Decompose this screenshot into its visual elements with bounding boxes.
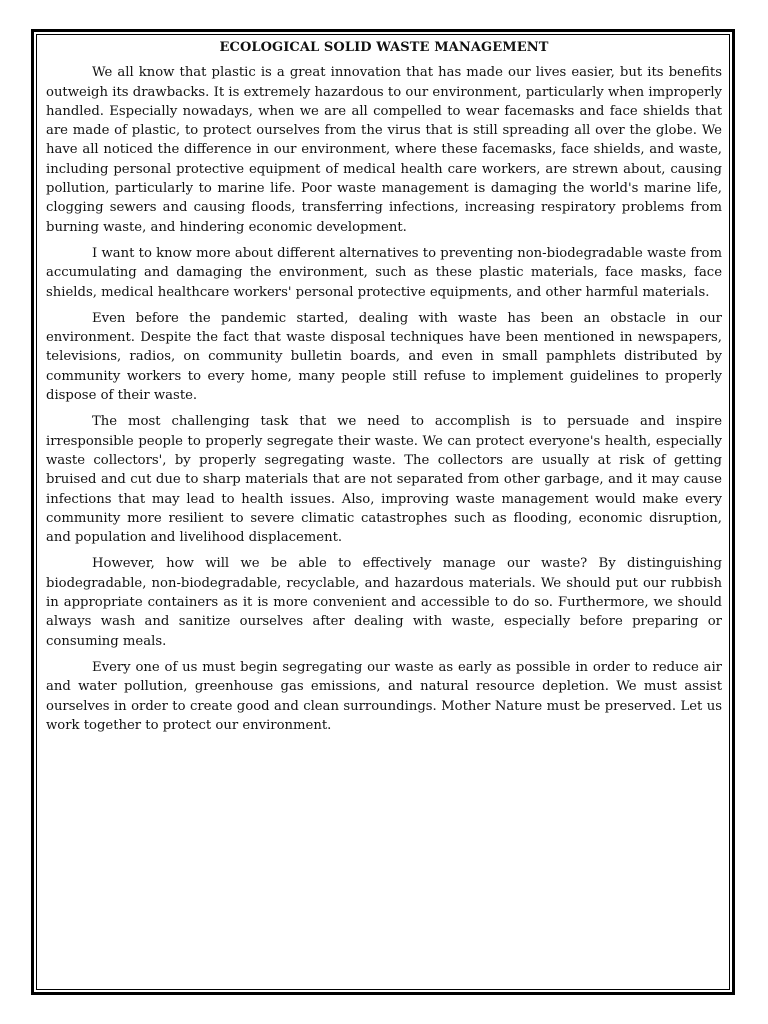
document-title: ECOLOGICAL SOLID WASTE MANAGEMENT: [219, 40, 549, 55]
paragraph-5: However, how will we be able to effectively manage our waste? By distinguishing biodegradable, non-biodegradable, recyclable, and hazardous materials. We should put our rubbish in appropriate containers as it is more convenient and accessible to do so. Furthermore, we should always wash and sanitize ourselves after dealing with waste, especially before preparing or consuming meals.: [46, 556, 722, 649]
document-body: [46, 38, 722, 742]
paragraph-3: Even before the pandemic started, dealing with waste has been an obstacle in our environment. Despite the fact that waste disposal techniques have been mentioned in newspapers, televisions, radios, on community bulletin boards, and even in small pamphlets distributed by community workers to every home, many people still refuse to implement guidelines to properly dispose of their waste.: [46, 310, 722, 404]
paragraph-2: I want to know more about different alternatives to preventing non-biodegradable waste from accumulating and damaging the environment, such as these plastic materials, face masks, face shields, medical healthcare workers' personal protective equipments, and other harmful materials.: [46, 245, 722, 300]
paragraph-6: Every one of us must begin segregating our waste as early as possible in order to reduce air and water pollution, greenhouse gas emissions, and natural resource depletion. We must assist ourselves in order to create good and clean surroundings. Mother Nature must be preserved. Let us work together to protect our environment.: [46, 659, 722, 733]
paragraph-4: The most challenging task that we need to accomplish is to persuade and inspire irresponsible people to properly segregate their waste. We can protect everyone's health, especially waste collectors', by properly segregating waste. The collectors are usually at risk of getting bruised and cut due to sharp materials that are not separated from other garbage, and it may cause infections that may lead to health issues. Also, improving waste management would make every community more resilient to severe climatic catastrophes such as flooding, economic disruption, and population and livelihood displacement.: [46, 414, 722, 546]
paragraph-1: We all know that plastic is a great innovation that has made our lives easier, but its benefits outweigh its drawbacks. It is extremely hazardous to our environment, particularly when improperly handled. Especially nowadays, when we are all compelled to wear facemasks and face shields that are made of plastic, to protect ourselves from the virus that is still spreading all over the globe. We have all noticed the difference in our environment, where these facemasks, face shields, and waste, including personal protective equipment of medical health care workers, are strewn about, causing pollution, particularly to marine life. Poor waste management is damaging the world's marine life, clogging sewers and causing floods, transferring infections, increasing respiratory problems from burning waste, and hindering economic development.: [46, 65, 722, 235]
